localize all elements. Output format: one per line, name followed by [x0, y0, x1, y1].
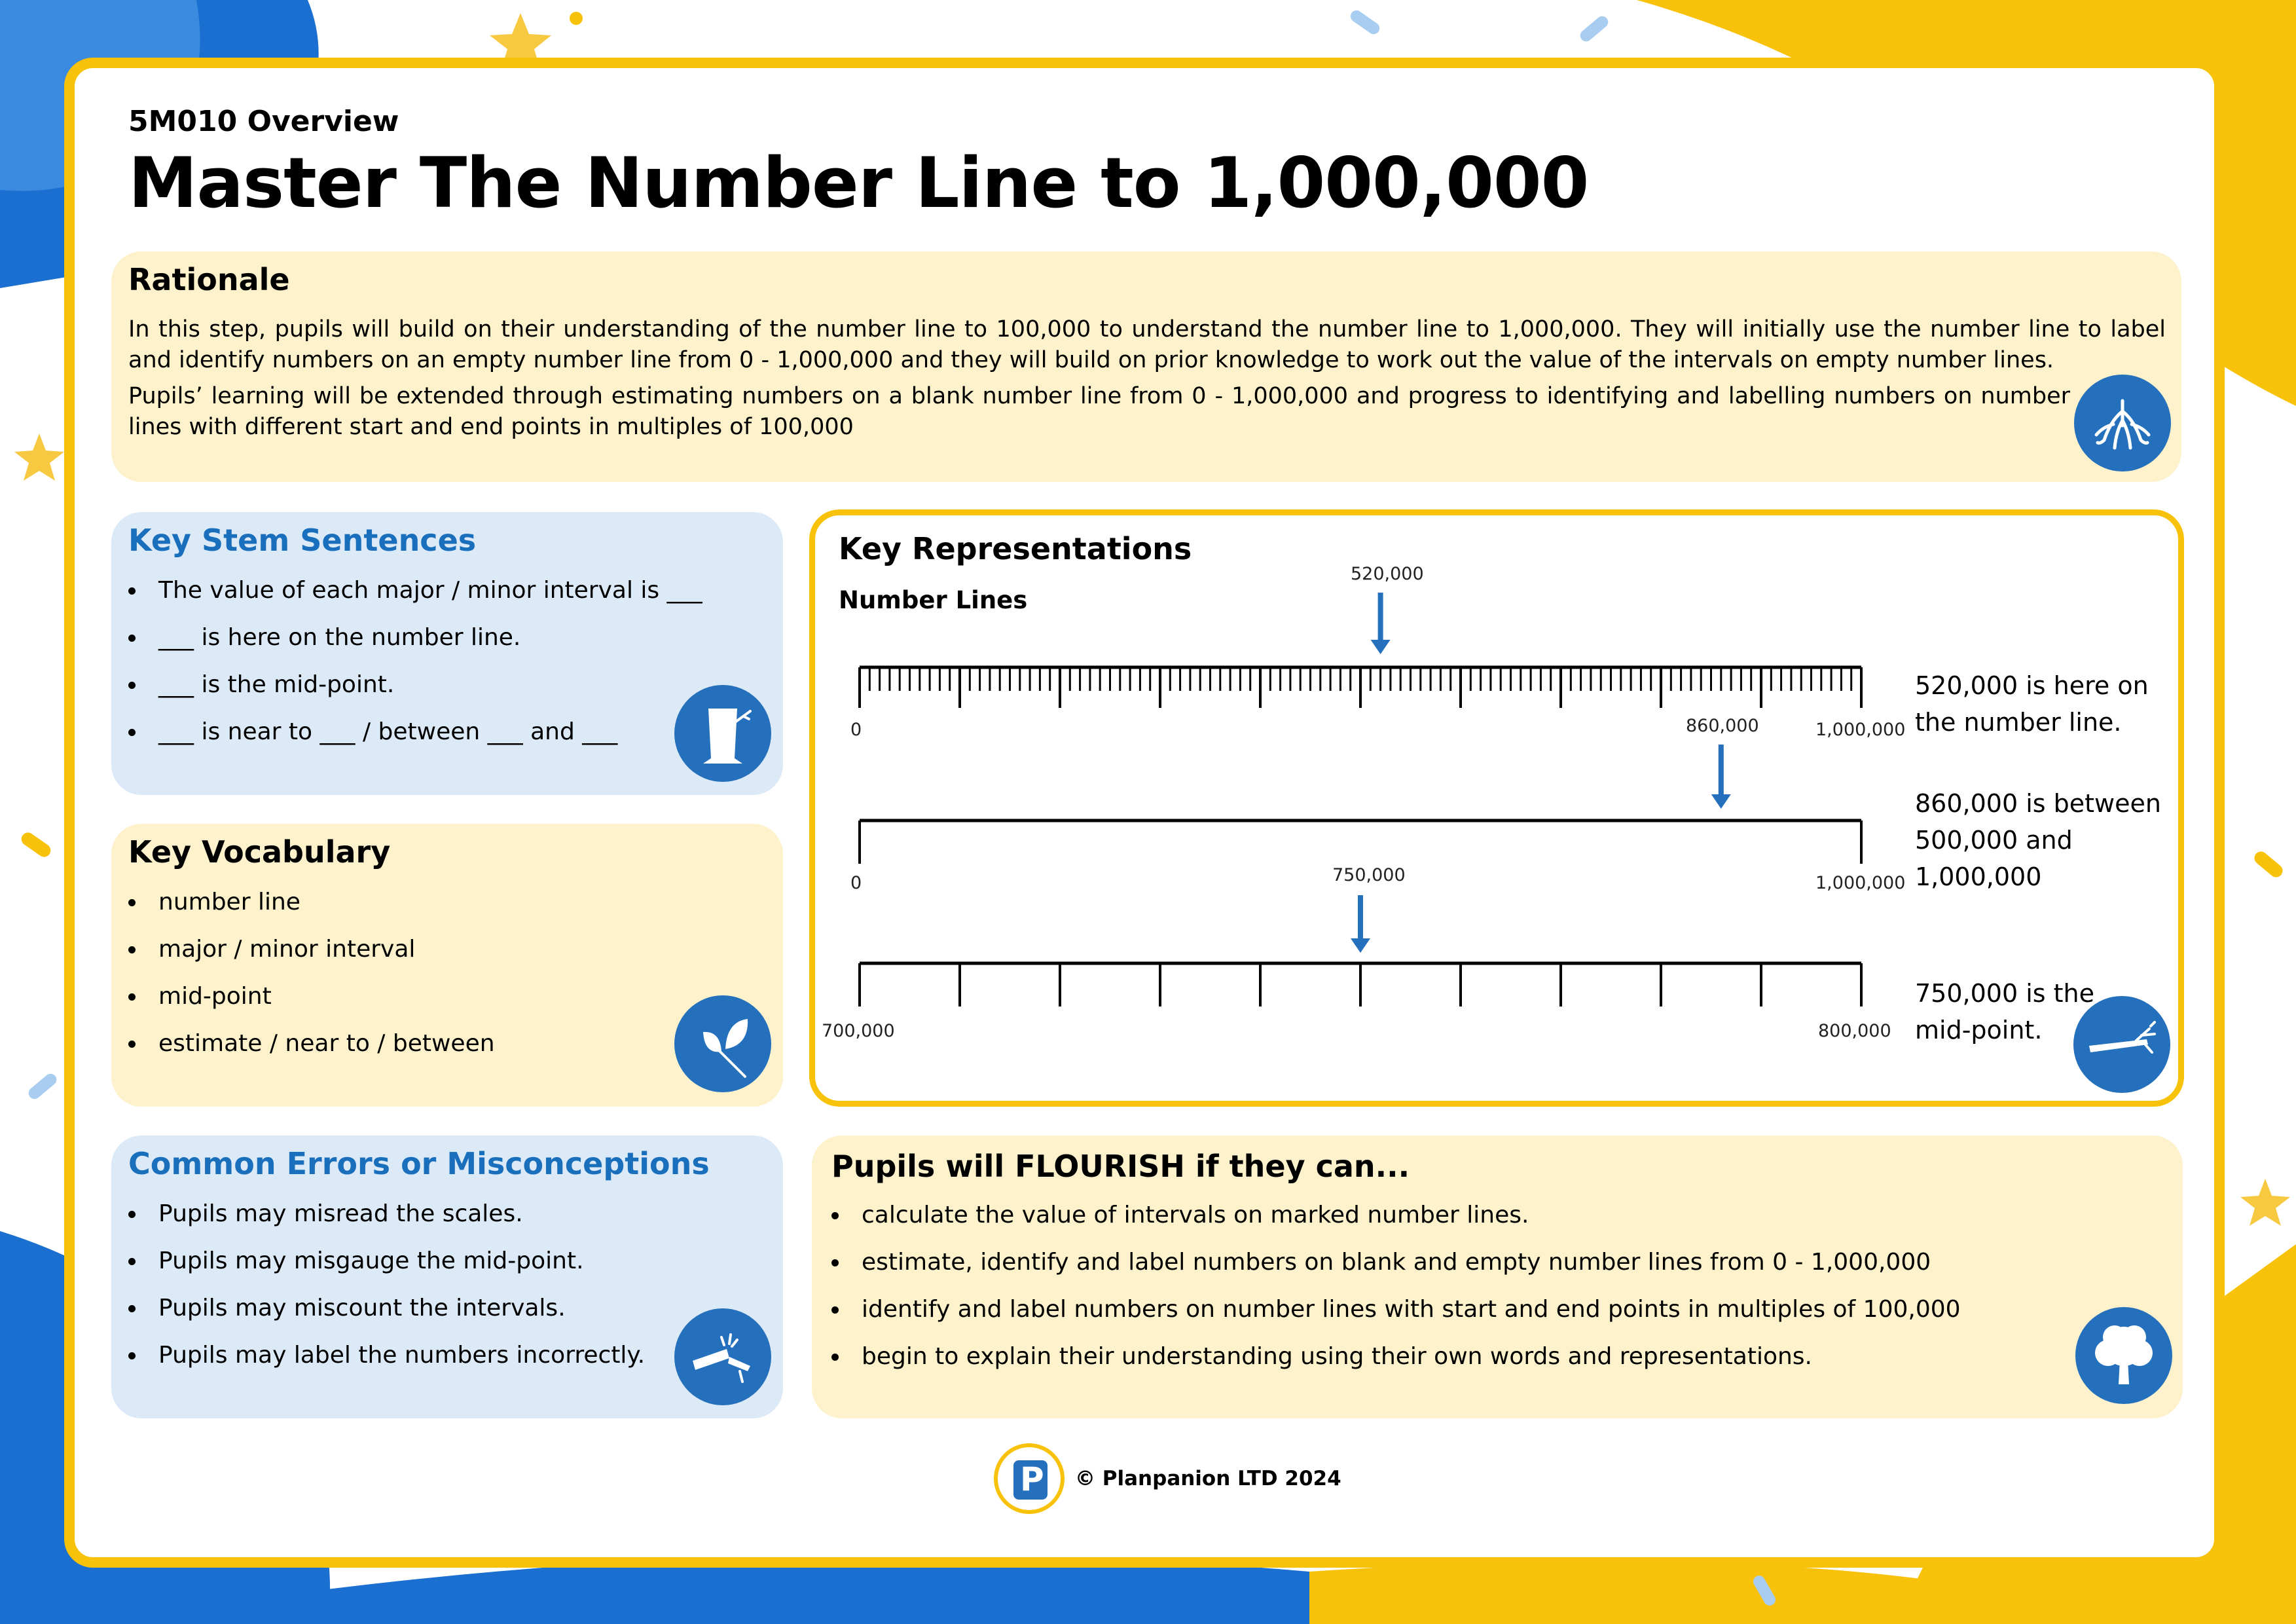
broken-branch-icon: [674, 1308, 771, 1405]
step-code: 5M010 Overview: [128, 105, 399, 138]
full-tree-icon: [2075, 1307, 2172, 1404]
stem-sentences-heading: Key Stem Sentences: [128, 523, 477, 558]
list-item: ___ is the mid-point.: [128, 671, 750, 718]
flourish-heading: Pupils will FLOURISH if they can...: [831, 1149, 1410, 1184]
stem-sentences-panel: [111, 512, 783, 795]
planpanion-logo: [994, 1443, 1065, 1514]
roots-icon: [2074, 375, 2171, 471]
line2-description: 860,000 is between 500,000 and 1,000,000: [1915, 789, 2161, 891]
list-item: begin to explain their understanding using their own words and representations.: [831, 1342, 2075, 1390]
line2-end-label: 1,000,000: [1815, 873, 1906, 893]
representations-heading: Key Representations: [839, 531, 1192, 566]
list-item: major / minor interval: [128, 935, 750, 982]
vocabulary-list: [128, 888, 750, 1077]
list-item: Pupils may label the numbers incorrectly.: [128, 1341, 750, 1388]
list-item: number line: [128, 888, 750, 935]
rationale-panel: [111, 251, 2181, 482]
list-item: mid-point: [128, 982, 750, 1029]
page-title: Master The Number Line to 1,000,000: [128, 143, 1589, 223]
line1-arrow-label: 520,000: [1351, 564, 1424, 584]
list-item: estimate, identify and label numbers on blank and empty number lines from 0 - 1,000,000: [831, 1248, 2075, 1295]
line1-end-label: 1,000,000: [1815, 720, 1906, 740]
copyright-text: © Planpanion LTD 2024: [1075, 1467, 1341, 1490]
line1-start-label: 0: [850, 720, 862, 740]
list-item: estimate / near to / between: [128, 1029, 750, 1077]
value-arrow-head: [1351, 938, 1370, 953]
representations-panel: [809, 509, 2184, 1107]
line1-description: 520,000 is here on the number line.: [1915, 671, 2149, 737]
leaves-icon: [674, 995, 771, 1092]
line2-start-label: 0: [850, 873, 862, 893]
list-item: Pupils may miscount the intervals.: [128, 1294, 750, 1341]
line3-description: 750,000 is the mid-point.: [1915, 979, 2095, 1044]
vocabulary-panel: [111, 824, 783, 1107]
line3-start-label: 700,000: [822, 1021, 895, 1041]
list-item: calculate the value of intervals on marked number lines.: [831, 1201, 2075, 1248]
line2-arrow-label: 860,000: [1686, 716, 1759, 736]
line3-arrow-label: 750,000: [1332, 865, 1406, 885]
rationale-heading: Rationale: [128, 262, 290, 297]
number-lines-subheading: Number Lines: [839, 586, 1028, 614]
rationale-paragraph-1: In this step, pupils will build on their understanding of the number line to 100,000 to understand the number line to 1,000,000. They will initially use the number line to label and identify numbers on an empty number line from 0 - 1,000,000 and they will build on prior knowledge to work out the value of the intervals on empty number lines.: [128, 316, 2166, 373]
errors-list: [128, 1200, 750, 1388]
list-item: Pupils may misread the scales.: [128, 1200, 750, 1247]
list-item: ___ is here on the number line.: [128, 623, 750, 671]
stem-sentences-list: [128, 576, 750, 765]
line3-end-label: 800,000: [1818, 1021, 1891, 1041]
flourish-list: [831, 1201, 2075, 1390]
errors-heading: Common Errors or Misconceptions: [128, 1146, 710, 1181]
vocabulary-heading: Key Vocabulary: [128, 834, 391, 870]
logo-letter: P: [1020, 1460, 1044, 1498]
flourish-panel: [812, 1135, 2183, 1418]
list-item: The value of each major / minor interval is ___: [128, 576, 750, 623]
errors-panel: [111, 1135, 783, 1418]
value-arrow-head: [1371, 640, 1391, 654]
branch-icon: [2073, 996, 2170, 1093]
value-arrow-head: [1711, 794, 1731, 809]
list-item: ___ is near to ___ / between ___ and ___: [128, 718, 750, 765]
list-item: identify and label numbers on number lines with start and end points in multiples of 100,000: [831, 1295, 2075, 1342]
tree-trunk-icon: [674, 685, 771, 782]
rationale-paragraph-2: Pupils’ learning will be extended through estimating numbers on a blank number line from 0 - 1,000,000 and progress to identifying and labelling numbers on number lines with different start and end points in multiples of 100,000: [128, 383, 2070, 440]
list-item: Pupils may misgauge the mid-point.: [128, 1247, 750, 1294]
